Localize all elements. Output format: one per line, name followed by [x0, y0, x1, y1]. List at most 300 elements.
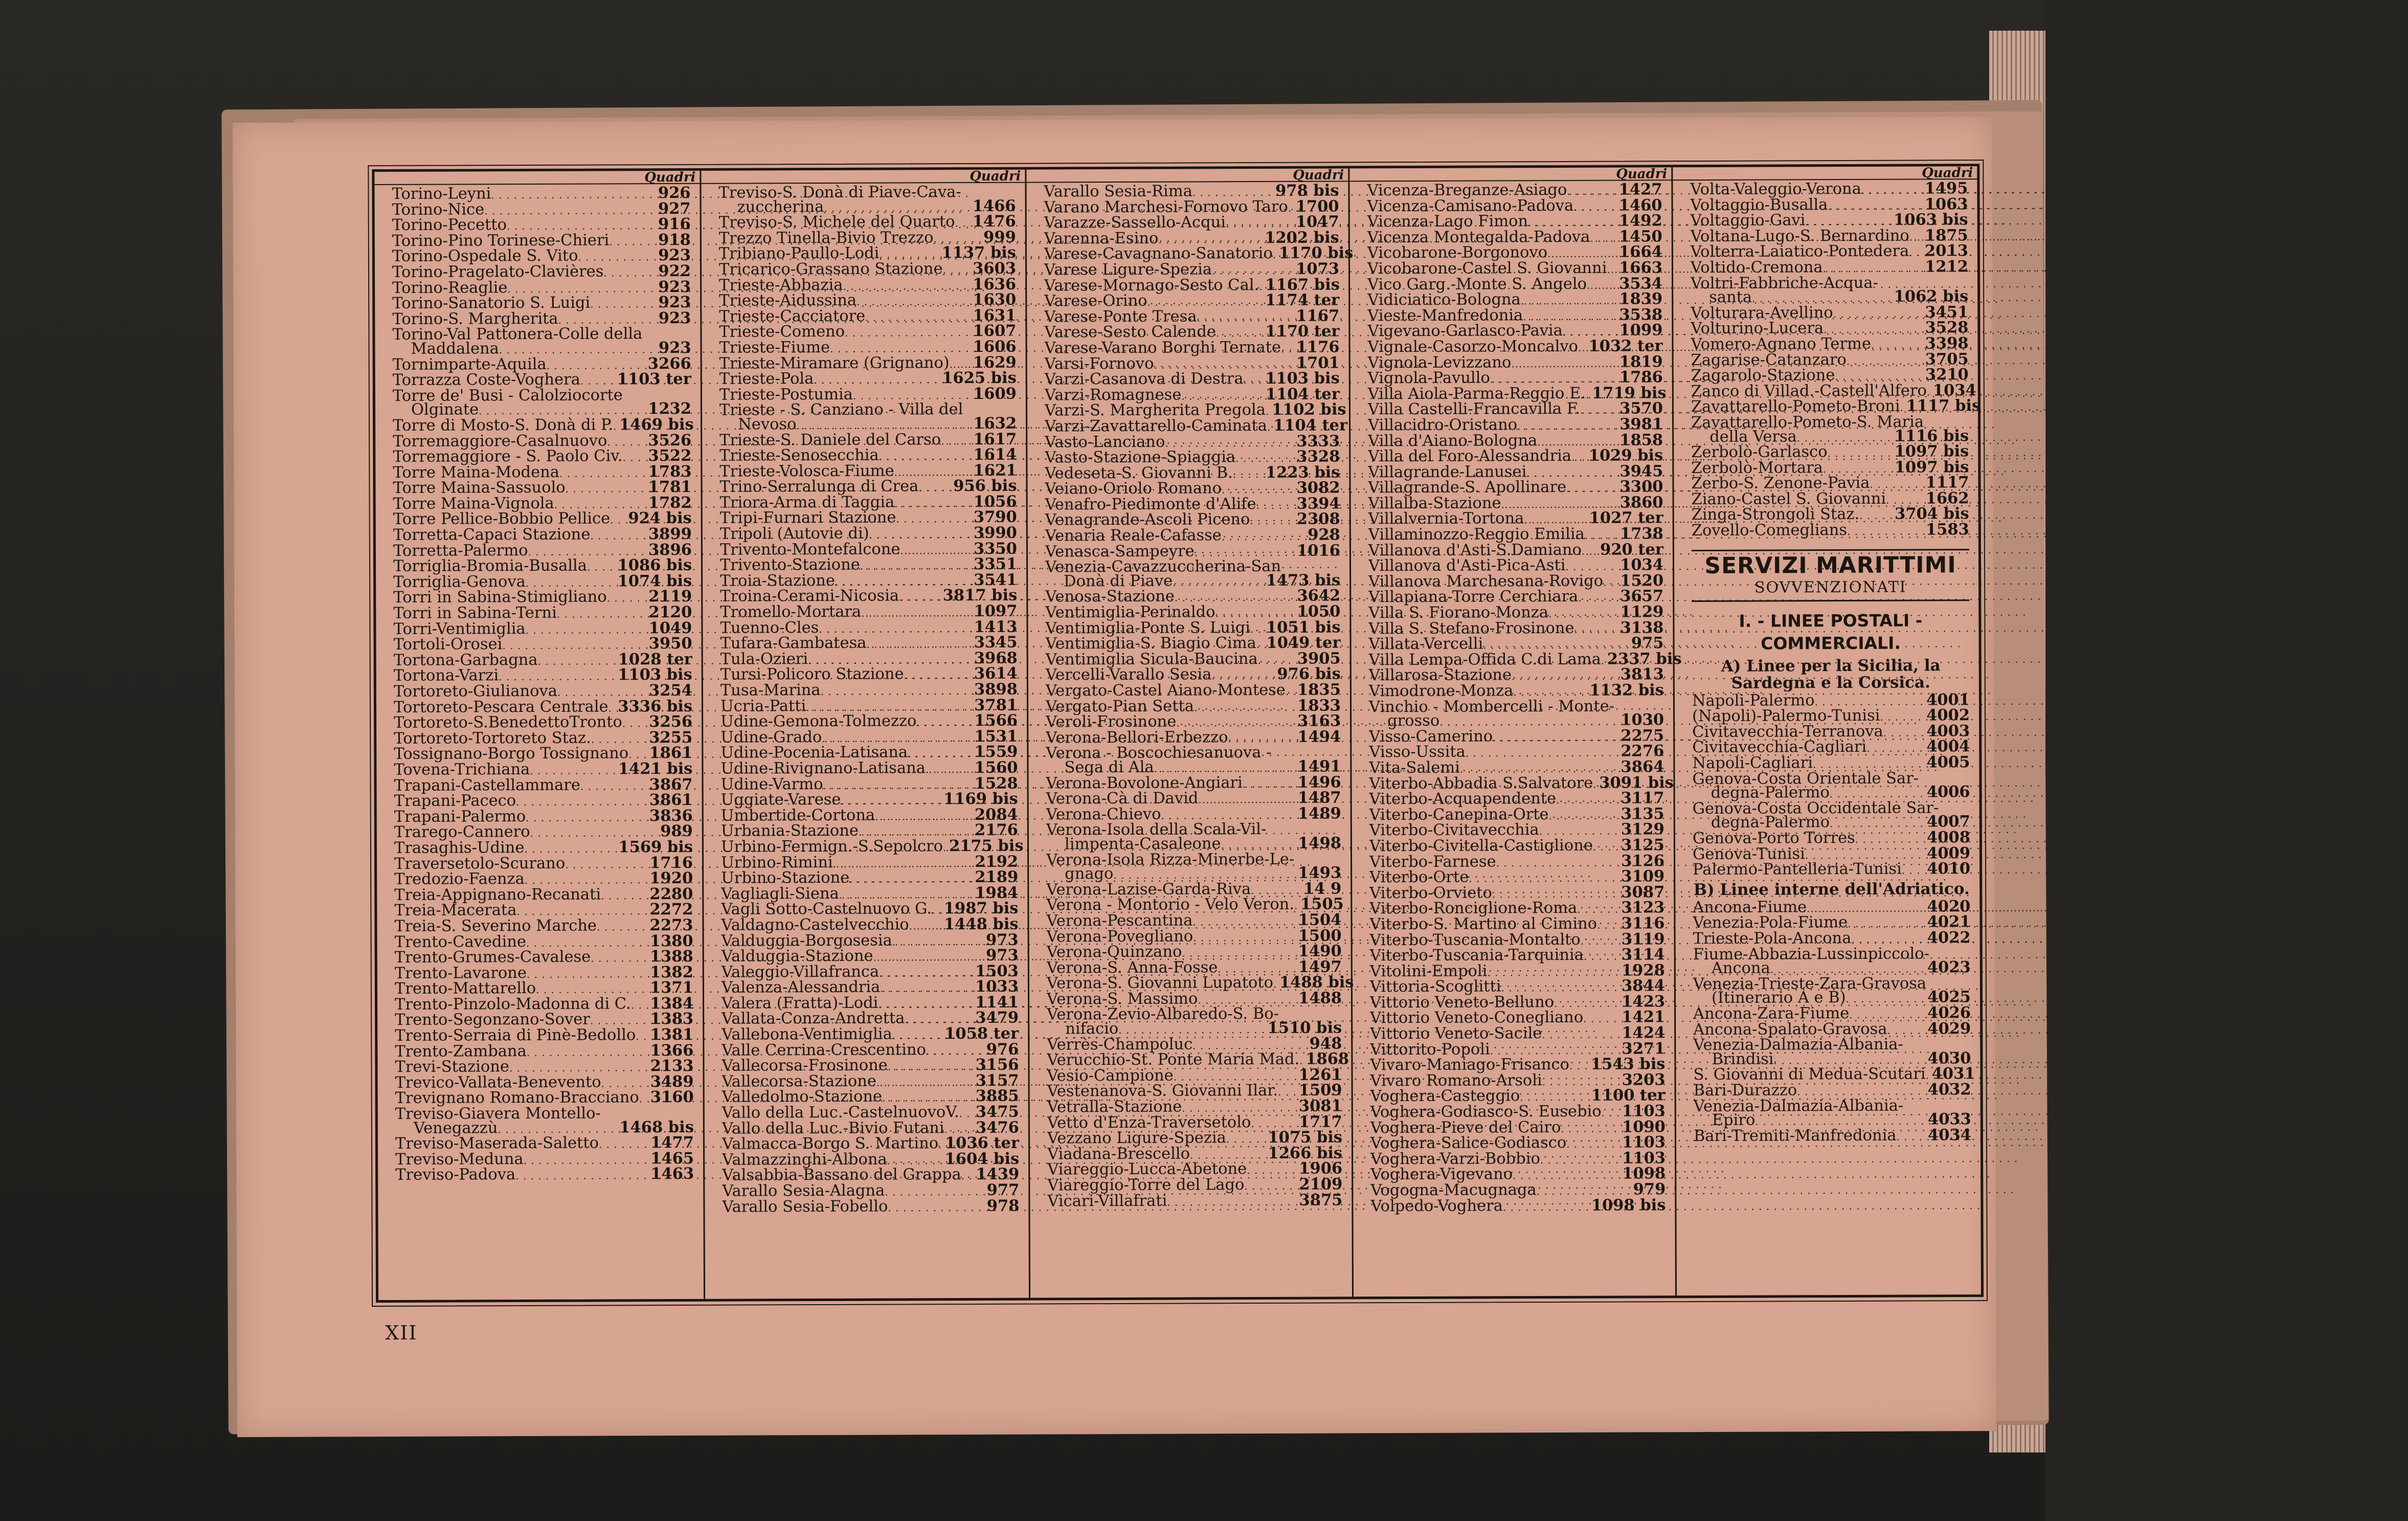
- table-number: 1202 bis: [1265, 228, 1339, 247]
- leader-dots: [639, 1091, 648, 1107]
- leader-dots: [1193, 929, 1296, 945]
- leader-dots: [1250, 512, 1295, 528]
- route-name: Tula-Ozieri: [720, 650, 808, 668]
- table-number: 1531: [974, 727, 1018, 746]
- route-name: Genova-Tunisi: [1692, 844, 1805, 863]
- route-name: Treia-Appignano-Recanati: [394, 885, 601, 904]
- table-number: 1016: [1296, 541, 1340, 560]
- entry-list: [1693, 897, 1975, 1145]
- route-name: Varese-Varano Borghi Ternate: [1044, 338, 1281, 357]
- route-name: Vercelli-Varallo Sesia: [1045, 665, 1212, 684]
- leader-dots: [941, 432, 971, 448]
- table-number: 3898: [974, 680, 1018, 699]
- route-name: Venaria Reale-Cafasse: [1045, 526, 1222, 545]
- route-name: Venasca-Sampeyre: [1045, 542, 1195, 561]
- table-number: 3254: [648, 681, 692, 700]
- table-number: 1030: [1621, 710, 1664, 729]
- leader-dots: [524, 1152, 649, 1168]
- route-name: Viterbo-Tuscania-Montalto: [1369, 930, 1581, 949]
- route-name: S. Giovanni di Medua-Scutari: [1693, 1065, 1926, 1084]
- table-number: 3844: [1621, 976, 1665, 995]
- table-number: 3160: [650, 1088, 694, 1107]
- leader-dots: [1584, 948, 1619, 964]
- route-name: Vallo della Luc.-Bivio Futani: [722, 1119, 944, 1138]
- table-number: 1063: [1924, 194, 1968, 214]
- route-name: Verona-Zevio-Albaredo-S. Bo-: [1047, 1005, 1279, 1024]
- index-table-frame: [372, 164, 1984, 1303]
- route-name: Verona-Quinzano: [1046, 943, 1182, 961]
- table-number: 973: [985, 930, 1019, 949]
- route-name: gnago: [1065, 865, 1114, 883]
- leader-dots: [904, 667, 972, 683]
- table-number: 1261: [1298, 1065, 1342, 1084]
- leader-dots: [527, 1044, 648, 1060]
- table-number: 1062 bis: [1894, 287, 1969, 306]
- leader-dots: [597, 919, 648, 934]
- table-number: 3119: [1621, 929, 1665, 949]
- route-name: Valeggio-Villafranca: [721, 963, 880, 981]
- table-number: 3899: [648, 524, 692, 544]
- route-name: Trieste-Cacciatore: [719, 307, 866, 326]
- leader-dots: [613, 418, 617, 434]
- route-name: Treviso-Giavera Montello-: [395, 1104, 601, 1123]
- table-number: 2189: [975, 867, 1019, 887]
- table-number: 1632: [973, 414, 1017, 433]
- table-number: 2109: [1299, 1175, 1343, 1194]
- route-name: Viterbo-Canepina-Orte: [1369, 805, 1549, 824]
- maritime-services-subtitle: SOVVENZIONATI: [1692, 578, 1969, 602]
- lines-adriatic-heading: B) Linee interne dell'Adriatico.: [1693, 879, 1970, 899]
- route-name: Ventimiglia-S. Biagio Cima: [1045, 634, 1256, 653]
- route-name: Verona-Isola della Scala-Vil-: [1046, 820, 1267, 839]
- route-name: Verrès-Champoluc: [1047, 1035, 1193, 1054]
- table-number: 1875: [1924, 226, 1968, 245]
- table-number: 4006: [1926, 782, 1970, 801]
- table-number: 4007: [1926, 812, 1970, 831]
- leader-dots: [1540, 1151, 1620, 1167]
- route-name: Torino-Pecetto: [392, 216, 507, 235]
- leader-dots: [1222, 528, 1306, 544]
- table-number: 4023: [1927, 958, 1971, 977]
- route-name: Trezzo Tinella-Bivio Trezzo: [718, 228, 934, 248]
- route-name: Ancona: [1711, 959, 1770, 978]
- leader-dots: [636, 1028, 648, 1044]
- table-number: 1987 bis: [943, 899, 1019, 918]
- table-number: 1103: [1622, 1102, 1666, 1121]
- index-entry: [1045, 340, 1340, 357]
- index-entry: [722, 1196, 1020, 1216]
- route-name: Vigevano-Garlasco-Pavia: [1367, 322, 1563, 341]
- route-name: Vallebona-Ventimiglia: [722, 1025, 892, 1044]
- route-name: Tripoli (Autovie di): [719, 524, 869, 543]
- leader-dots: [565, 856, 647, 872]
- route-name: Vinchio - Mombercelli - Monte-: [1368, 697, 1615, 716]
- route-name: Valsabbia-Bassano del Grappa: [722, 1166, 961, 1185]
- route-name: Ancona-Zara-Fiume: [1693, 1004, 1850, 1023]
- leader-dots: [880, 980, 973, 996]
- route-name: zuccherina: [737, 197, 824, 216]
- index-entry: [718, 259, 1017, 279]
- leader-dots: [1861, 182, 1923, 197]
- route-name: Ancona-Fiume: [1693, 898, 1807, 916]
- route-name: Trento-Serraia di Pinè-Bedollo: [395, 1026, 636, 1045]
- table-number: 3126: [1621, 851, 1665, 870]
- table-number: 4025: [1927, 988, 1971, 1006]
- route-name: limpenta-Casaleone: [1064, 835, 1221, 854]
- route-name: Valduggia-Borgosesia: [721, 931, 892, 950]
- table-number: 3860: [1619, 493, 1663, 512]
- table-number: 1104 ter: [1273, 416, 1348, 435]
- leader-dots: [888, 1058, 974, 1074]
- leader-dots: [1593, 838, 1619, 854]
- route-name: Villarosa-Stazione: [1368, 666, 1512, 685]
- table-number: 923: [658, 338, 691, 357]
- route-name: Vittoria-Scoglitti: [1369, 977, 1501, 996]
- table-number: 976 bis: [1277, 664, 1341, 684]
- table-number: 3256: [649, 712, 693, 731]
- table-number: 1086 bis: [617, 556, 692, 575]
- table-number: 1056: [973, 492, 1017, 511]
- route-name: Villagrande-Lanusei: [1368, 462, 1527, 481]
- leader-dots: [559, 465, 646, 481]
- route-name: Volturino-Lucera: [1691, 319, 1824, 338]
- leader-dots: [1493, 729, 1618, 745]
- table-number: 1717: [1298, 1112, 1342, 1131]
- route-name: Vedeseta-S. Giovanni B.: [1045, 463, 1233, 483]
- table-number: 1719 bis: [1591, 383, 1667, 402]
- index-entry: [394, 915, 693, 935]
- route-name: Venagrande-Ascoli Piceno: [1045, 510, 1250, 529]
- route-name: Viterbo-Civitella-Castiglione: [1369, 836, 1593, 856]
- leader-dots: [1573, 198, 1617, 214]
- route-name: Tredozio-Faenza: [394, 870, 525, 889]
- route-name: Udine-Pocenia-Latisana: [721, 743, 908, 763]
- route-name: Vidiciatico-Bologna: [1367, 290, 1521, 309]
- leader-dots: [1244, 1178, 1297, 1194]
- leader-dots: [959, 1105, 974, 1121]
- table-number: 3475: [975, 1102, 1019, 1121]
- table-number: 2272: [649, 900, 693, 919]
- table-number: 3479: [975, 1009, 1019, 1027]
- route-name: Ventimiglia Sicula-Baucina: [1045, 650, 1258, 669]
- table-number: 4002: [1926, 706, 1970, 725]
- table-number: 3156: [975, 1055, 1019, 1075]
- leader-dots: [1578, 590, 1618, 606]
- index-column-2: [700, 170, 1029, 1299]
- route-name: Ancona-Spalato-Gravosa: [1693, 1020, 1887, 1039]
- route-name: Tortoreto-Pescara Centrale: [393, 698, 609, 717]
- column-header: Quadri: [1349, 168, 1671, 182]
- table-number: 3885: [975, 1087, 1019, 1106]
- route-name: Voghera-Casteggio: [1370, 1087, 1520, 1106]
- table-number: 1491: [1297, 757, 1341, 776]
- table-number: 4010: [1927, 859, 1971, 878]
- leader-dots: [1583, 1011, 1619, 1026]
- route-name: Nevoso: [738, 415, 797, 434]
- route-name: Vasto-Lanciano: [1045, 433, 1165, 451]
- route-name: Vimodrone-Monza: [1368, 682, 1514, 701]
- route-name: Varallo Sesia-Rima: [1044, 182, 1192, 201]
- table-number: 1116 bis: [1894, 426, 1969, 445]
- route-name: Veroli-Frosinone: [1046, 712, 1177, 731]
- leader-dots: [1511, 355, 1617, 371]
- route-name: Varallo Sesia-Fobello: [722, 1197, 888, 1216]
- route-name: Zavattarello-Pometo-Broni: [1691, 397, 1900, 416]
- table-number: 3704 bis: [1895, 504, 1969, 524]
- table-number: 1027 ter: [1589, 508, 1663, 528]
- table-number: 4034: [1927, 1125, 1971, 1145]
- leader-dots: [631, 997, 648, 1013]
- route-name: Tortoli-Orosei: [393, 635, 503, 654]
- route-name: Villa S. Stefano-Frosinone: [1368, 619, 1574, 638]
- leader-dots: [1849, 1006, 1925, 1022]
- route-name: Vicenza-Camisano-Padova: [1367, 196, 1574, 215]
- route-name: Trevi-Stazione: [395, 1058, 509, 1077]
- route-name: Treviso-Meduna: [395, 1150, 524, 1169]
- table-number: 1097 bis: [1894, 457, 1969, 477]
- table-number: 3336 bis: [618, 697, 693, 715]
- table-number: 1034: [1932, 381, 1976, 400]
- route-name: Verucchio-St. Ponte Maria Mad.: [1047, 1050, 1300, 1069]
- route-name: Voghera-Pieve del Cairo: [1370, 1118, 1561, 1137]
- route-name: Voltaggio-Gavi: [1690, 211, 1806, 230]
- index-entry: [1047, 1193, 1342, 1210]
- leader-dots: [1909, 229, 1923, 244]
- table-number: 1629: [973, 353, 1017, 372]
- leader-dots: [899, 589, 941, 605]
- table-number: 1167: [1296, 306, 1340, 325]
- table-number: 3813: [1620, 665, 1664, 684]
- route-name: Viareggio-Torre del Lago: [1047, 1176, 1245, 1195]
- route-name: Trevico-Vallata-Benevento: [395, 1073, 601, 1092]
- route-name: Vicenza Montegalda-Padova: [1367, 228, 1590, 247]
- route-name: Napoli-Cagliari: [1692, 754, 1813, 773]
- timetable-index-page: [233, 117, 1996, 1437]
- route-name: Genova-Porto Torres: [1692, 829, 1855, 848]
- table-number: 1460: [1618, 195, 1662, 215]
- route-name: Torre Maina-Modena: [393, 463, 559, 482]
- table-number: 920 ter: [1600, 540, 1663, 559]
- route-name: Tortoreto-Giulianova: [393, 682, 557, 701]
- table-number: 1141: [975, 993, 1019, 1012]
- table-number: 3114: [1621, 945, 1665, 964]
- route-name: Troina-Cerami-Nicosia: [720, 587, 899, 606]
- leader-dots: [875, 808, 973, 824]
- route-name: Verona-Chievo: [1046, 805, 1161, 824]
- leader-dots: [1194, 699, 1295, 714]
- route-name: Vagli Sotto-Castelnuovo G.: [721, 900, 932, 919]
- table-number: 1103 bis: [618, 665, 692, 684]
- leader-dots: [1880, 709, 1924, 725]
- leader-dots: [1273, 247, 1277, 262]
- route-name: Vitolini-Empoli: [1369, 962, 1488, 980]
- route-name: Torino-Reaglie: [392, 278, 508, 297]
- table-number: 923: [658, 308, 691, 327]
- route-name: Trieste-Comeno: [719, 323, 845, 342]
- table-number: 1104 ter: [1265, 385, 1340, 404]
- route-name: Voltaggio-Busalla: [1690, 195, 1828, 214]
- table-number: 3157: [975, 1071, 1019, 1090]
- table-number: 923: [658, 246, 691, 265]
- table-number: 1102 bis: [1271, 400, 1346, 419]
- leader-dots: [1828, 445, 1893, 461]
- table-number: 1073: [1296, 259, 1340, 278]
- table-number: 1099: [1619, 321, 1663, 340]
- route-name: Venegazzù: [413, 1119, 498, 1137]
- table-number: 1381: [650, 1025, 694, 1044]
- route-name: Vomero-Agnano Terme: [1691, 334, 1872, 353]
- route-name: Volterra-Laiatico-Pontedera: [1690, 242, 1909, 261]
- table-number: 1625 bis: [942, 368, 1017, 388]
- route-name: Voltana-Lugo-S. Bernardino: [1690, 227, 1909, 245]
- route-name: Vittorio Veneto-Belluno: [1369, 993, 1555, 1012]
- column-header: Quadri: [701, 171, 1025, 184]
- leader-dots: [909, 918, 942, 933]
- table-number: 3398: [1925, 334, 1969, 353]
- leader-dots: [515, 1168, 648, 1184]
- route-name: Troia-Stazione: [720, 571, 835, 590]
- table-number: 956 bis: [953, 476, 1017, 496]
- route-name: Torretta-Palermo: [393, 541, 528, 560]
- table-number: 928: [1308, 525, 1340, 544]
- route-name: Trieste-Senosecchia: [719, 446, 879, 465]
- route-name: Trieste-Volosca-Fiume: [719, 462, 894, 481]
- table-number: 4008: [1926, 828, 1970, 847]
- leader-dots: [873, 949, 984, 965]
- route-name: Palermo-Pantelleria-Tunisi: [1693, 860, 1902, 879]
- route-name: Tribiano-Paullo-Lodi: [718, 244, 880, 263]
- route-name: Viterbo-Orvieto: [1369, 884, 1492, 902]
- table-number: 3968: [974, 648, 1018, 667]
- table-number: 1034: [1620, 555, 1664, 574]
- index-entry: [1693, 859, 1971, 879]
- table-number: 3117: [1621, 789, 1664, 808]
- table-number: 976: [986, 1040, 1019, 1059]
- route-name: Tornimparte-Aquila: [392, 355, 547, 374]
- route-name: Olginate: [411, 400, 479, 419]
- index-entry: [1047, 1177, 1342, 1194]
- route-name: Vergato-Pian Setta: [1045, 697, 1194, 716]
- leader-dots: [861, 605, 972, 620]
- route-name: Torri-Ventimiglia: [393, 619, 526, 638]
- route-name: Villaminozzo-Reggio Emilia: [1368, 525, 1585, 544]
- route-name: Torriglia-Bromia-Busalla: [393, 556, 587, 576]
- table-number: 1662: [1925, 489, 1969, 508]
- route-name: Zerbolò-Garlasco: [1691, 443, 1828, 462]
- table-number: 1232: [648, 399, 692, 418]
- leader-dots: [1902, 862, 1925, 878]
- leader-dots: [943, 262, 971, 278]
- route-name: Trieste-Abbazia: [719, 276, 843, 295]
- entry-list: [718, 183, 1024, 1216]
- table-number: 1505: [1300, 894, 1344, 914]
- table-number: 1097: [974, 601, 1018, 620]
- route-name: Varzi-S. Margherita Pregola: [1044, 401, 1266, 420]
- route-name: Voltri-Fabbriche-Acqua-: [1691, 274, 1878, 293]
- table-number: 978 bis: [1275, 181, 1339, 200]
- route-name: Veiano-Oriolo Romano: [1045, 479, 1222, 498]
- route-name: Varese-Cavagnano-Sanatorio: [1044, 244, 1273, 263]
- index-entry: [1369, 838, 1664, 855]
- leader-dots: [1574, 621, 1618, 637]
- leader-dots: [610, 512, 626, 528]
- route-name: nifacio: [1065, 1020, 1119, 1038]
- table-number: 1132 bis: [1589, 681, 1664, 700]
- table-number: 1098: [1622, 1164, 1666, 1183]
- route-name: Torre Maina-Vignola: [393, 494, 554, 513]
- leader-dots: [603, 264, 656, 280]
- route-name: Trieste-Aidussina: [719, 291, 857, 310]
- table-number: 3091 bis: [1599, 773, 1674, 792]
- table-number: 1487: [1297, 788, 1341, 807]
- table-number: 1621: [973, 461, 1017, 480]
- leader-dots: [1233, 466, 1264, 482]
- leader-dots: [524, 840, 616, 856]
- leader-dots: [865, 309, 971, 325]
- table-number: 3642: [1297, 586, 1341, 606]
- table-number: 1636: [973, 275, 1017, 294]
- leader-dots: [516, 793, 647, 809]
- route-name: Trento-Mattarello: [394, 979, 536, 998]
- route-name: Verona-Povegliano: [1046, 927, 1194, 946]
- table-number: 923: [658, 293, 691, 312]
- table-number: 1388: [649, 947, 693, 966]
- route-name: santa: [1709, 288, 1752, 307]
- leader-dots: [1243, 372, 1263, 388]
- table-number: 1103 bis: [1265, 369, 1340, 388]
- leader-dots: [1846, 991, 1926, 1006]
- leader-dots: [1582, 543, 1598, 558]
- route-name: Tortona-Varzi: [393, 666, 499, 685]
- index-entry: [1367, 339, 1662, 356]
- table-number: 4031: [1931, 1064, 1975, 1083]
- table-number: 1738: [1619, 524, 1663, 543]
- table-number: 3614: [974, 664, 1018, 683]
- route-name: Vasto-Stazione-Spiaggia: [1045, 448, 1236, 467]
- table-number: 1137 bis: [941, 243, 1016, 262]
- table-number: 1100 ter: [1591, 1086, 1666, 1105]
- table-number: 2276: [1621, 742, 1664, 761]
- route-name: Vallo della Luc.-CastelnuovoV.: [722, 1103, 959, 1122]
- route-name: Maddalena: [411, 340, 499, 358]
- leader-dots: [1243, 775, 1296, 791]
- table-number: 1176: [1296, 338, 1340, 356]
- route-name: degna-Palermo: [1711, 813, 1830, 832]
- leader-dots: [1259, 278, 1263, 294]
- table-number: 1609: [973, 384, 1017, 403]
- table-number: 1617: [973, 430, 1017, 449]
- route-name: Bari-Durazzo: [1693, 1081, 1797, 1100]
- route-name: Epiro: [1712, 1111, 1756, 1130]
- table-number: 2013: [1924, 241, 1968, 260]
- leader-dots: [1859, 507, 1893, 523]
- lines-sicily-heading: A) Linee per la Sicilia, la Sardegna e la Corsica.: [1721, 656, 1941, 692]
- leader-dots: [821, 683, 972, 699]
- route-name: Ucria-Patti: [720, 697, 806, 715]
- table-number: 3255: [649, 728, 693, 747]
- route-name: Tortona-Garbagna: [393, 651, 538, 669]
- leader-dots: [587, 559, 616, 575]
- table-number: 2133: [650, 1057, 694, 1076]
- route-name: Trieste-S. Daniele del Carso: [719, 430, 941, 450]
- route-name: Torino-Nice: [392, 200, 485, 219]
- route-name: Treviso-S. Michele del Quarto: [718, 213, 955, 232]
- table-number: 989: [660, 822, 693, 841]
- leader-dots: [527, 966, 648, 981]
- route-name: Vetto d'Enza-Traversetolo: [1047, 1113, 1251, 1132]
- table-number: 3896: [648, 540, 692, 559]
- route-name: Zovello-Comeglians: [1691, 521, 1848, 540]
